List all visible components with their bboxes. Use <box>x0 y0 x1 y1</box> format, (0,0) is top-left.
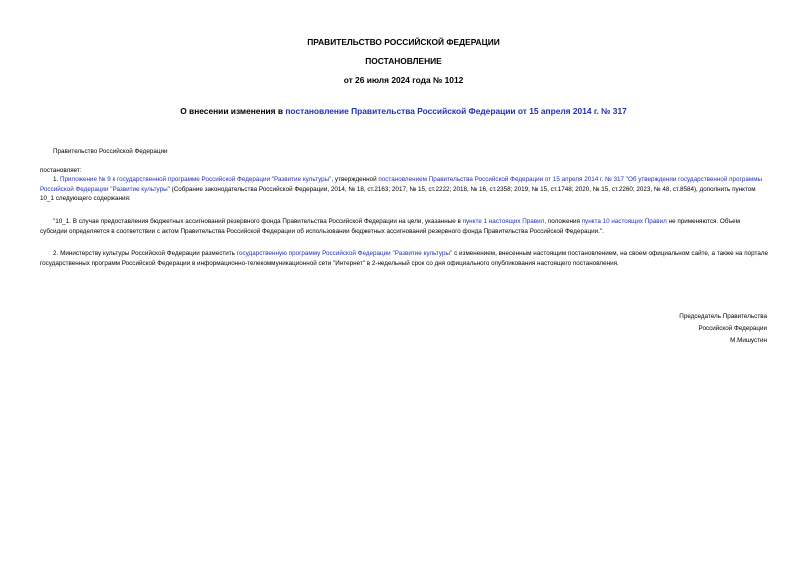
paragraph-quote <box>40 217 768 236</box>
resolves-line: постановляет: <box>40 167 82 174</box>
item1-text-2: (Собрание законодательства Российской Федерации, 2014, № 18, ст.2163; 2017, № 15, ст.2222; 2018, № 16, ст.2358; 2019, № 15, ст.1748; 2020, № 15, ст.2260; 2023, № 48, ст.8584), дополнить пунктом 10_1 следующего содержания: <box>40 185 756 203</box>
signature-name: М.Мишустин <box>730 337 767 344</box>
item2-text-2: с изменением, внесенным настоящим постановлением, на своем официальном сайте, а также на портале государственных программ Российской Федерации в информационно-телекоммуникационной сети "Интернет" в 2-недельный срок со дня официального опубликования настоящего постановления. <box>40 250 769 267</box>
signature-title-2: Российской Федерации <box>698 325 767 332</box>
document-subject <box>0 106 807 116</box>
paragraph-item-1 <box>40 175 768 204</box>
quote-text-3: не применяются. Объем субсидии определяется в соответствии с актом Правительства Российской Федерации об использовании бюджетных ассигнований резервного фонда Правительства Российской Федерации.". <box>40 218 740 235</box>
rules-point-10-link[interactable]: пункта 10 настоящих Правил <box>581 218 667 225</box>
rules-point-1-link[interactable]: пункте 1 настоящих Правил <box>462 218 545 225</box>
resolution-link[interactable]: постановлением Правительства Российской Федерации от 15 апреля 2014 г. № 317 "Об утверждении государственной программы Российской Федерации "Развитие культуры" <box>40 176 763 193</box>
signature-title-1: Председатель Правительства <box>679 313 767 320</box>
paragraph-item-2 <box>40 249 768 268</box>
item1-text-1: , утвержденной <box>331 176 379 183</box>
item2-text-1: 2. Министерству культуры Российской Федерации разместить <box>53 250 237 257</box>
subject-link[interactable]: постановление Правительства Российской Федерации от 15 апреля 2014 г. № 317 <box>285 106 627 116</box>
document-type: ПОСТАНОВЛЕНИЕ <box>365 56 442 66</box>
appendix-link[interactable]: Приложение № 9 к государственной программе Российской Федерации "Развитие культуры" <box>60 176 332 183</box>
government-line: Правительство Российской Федерации <box>53 148 168 155</box>
item1-number: 1. <box>53 176 61 183</box>
state-program-link[interactable]: государственную программу Российской Федерации "Развитие культуры" <box>236 250 453 257</box>
quote-text-1: "10_1. В случае предоставления бюджетных ассигнований резервного фонда Правительства Российской Федерации на цели, указанные в <box>53 218 463 225</box>
document-org: ПРАВИТЕЛЬСТВО РОССИЙСКОЙ ФЕДЕРАЦИИ <box>307 37 500 47</box>
subject-prefix: О внесении изменения в <box>180 106 286 116</box>
quote-text-2: , положения <box>544 218 582 225</box>
document-date-number: от 26 июля 2024 года № 1012 <box>343 75 464 85</box>
signature-block <box>679 311 767 347</box>
